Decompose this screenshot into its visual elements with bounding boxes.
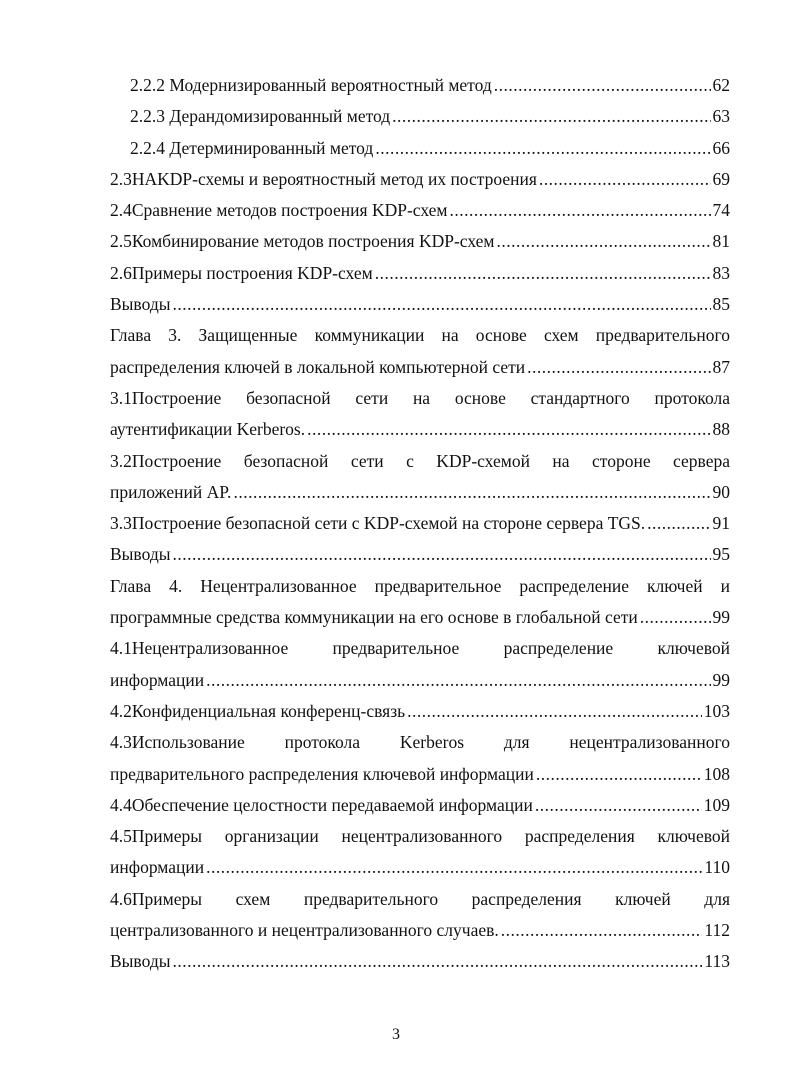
toc-page-number: 66 bbox=[712, 137, 730, 158]
toc-entry-line: Глава 4. Нецентрализованное предварительное распределение ключей и bbox=[110, 575, 730, 596]
toc-entry-label: 4.4Обеспечение целостности передаваемой информации bbox=[110, 794, 533, 815]
toc-entry-label: предварительного распределения ключевой информации bbox=[110, 763, 534, 784]
toc-entry bbox=[110, 226, 730, 257]
toc-page-number: 83 bbox=[712, 262, 730, 283]
toc-leader-dots bbox=[501, 915, 703, 946]
toc-entry-label: 2.5Комбинирование методов построения KDP-схем bbox=[110, 231, 495, 252]
toc-page-number: 108 bbox=[703, 763, 730, 784]
toc-entry bbox=[110, 759, 730, 790]
toc-page-number: 99 bbox=[712, 607, 730, 628]
toc-page-number: 91 bbox=[712, 513, 730, 534]
toc-entry bbox=[110, 508, 730, 539]
toc-entry bbox=[110, 790, 730, 821]
toc-entry bbox=[110, 164, 730, 195]
toc-page-number: 109 bbox=[703, 794, 730, 815]
toc-entry-label: программные средства коммуникации на его основе в глобальной сети bbox=[110, 607, 638, 628]
toc-entry-label: аутентификации Kerberos. bbox=[110, 419, 306, 440]
toc-entry bbox=[110, 70, 730, 101]
toc-page-number: 81 bbox=[712, 231, 730, 252]
toc-entry bbox=[110, 946, 730, 977]
toc-leader-dots bbox=[496, 226, 710, 257]
toc-leader-dots bbox=[307, 414, 710, 445]
toc-page-number: 62 bbox=[712, 75, 730, 95]
toc-entry bbox=[110, 195, 730, 226]
toc-entry-label: 2.6Примеры построения KDP-схем bbox=[110, 262, 373, 283]
toc-leader-dots bbox=[172, 539, 710, 570]
toc-leader-dots bbox=[206, 852, 702, 883]
toc-page-number: 90 bbox=[712, 481, 730, 502]
toc-entry-label: распределения ключей в локальной компьютерной сети bbox=[110, 356, 526, 377]
toc-page-number: 63 bbox=[712, 106, 730, 127]
toc-entry-label: 2.2.3 Дерандомизированный метод bbox=[130, 106, 391, 127]
toc-entry-label: информации bbox=[110, 669, 205, 690]
toc-page-number: 69 bbox=[712, 168, 730, 189]
toc-entry-label: Выводы bbox=[110, 951, 171, 972]
toc-entry bbox=[110, 289, 730, 320]
toc-leader-dots bbox=[392, 101, 710, 132]
toc-leader-dots bbox=[375, 133, 710, 164]
toc-entry bbox=[110, 101, 730, 132]
toc-leader-dots bbox=[172, 289, 710, 320]
toc-entry bbox=[110, 258, 730, 289]
toc-leader-dots bbox=[449, 195, 710, 226]
toc-entry-label: информации bbox=[110, 857, 205, 878]
toc-page-number: 74 bbox=[712, 200, 730, 221]
toc-leader-dots bbox=[233, 477, 710, 508]
toc-entry-label: приложений AP. bbox=[110, 481, 232, 502]
toc-entry bbox=[110, 852, 730, 883]
toc-entry-line: 3.1Построение безопасной сети на основе стандартного протокола bbox=[110, 387, 730, 408]
toc-page-number: 99 bbox=[712, 669, 730, 690]
toc-entry-label: 2.4Сравнение методов построения KDP-схем bbox=[110, 200, 448, 221]
toc-entry-label: 2.2.2 Модернизированный вероятностный метод bbox=[130, 75, 492, 95]
toc-page-number: 103 bbox=[703, 700, 730, 721]
toc-entry-label: 2.3НАKDP-схемы и вероятностный метод их построения bbox=[110, 168, 537, 189]
toc-leader-dots bbox=[527, 352, 710, 383]
toc-entry-line: 3.2Построение безопасной сети с KDP-схемой на стороне сервера bbox=[110, 450, 730, 471]
toc-entry bbox=[110, 696, 730, 727]
toc-entry-label: централизованного и нецентрализованного случаев. bbox=[110, 920, 499, 941]
toc-leader-dots bbox=[172, 946, 702, 977]
toc-entry bbox=[110, 352, 730, 383]
toc-entry-label: Выводы bbox=[110, 294, 171, 315]
toc-entry bbox=[110, 665, 730, 696]
toc-page-number: 110 bbox=[704, 857, 730, 878]
toc-leader-dots bbox=[375, 258, 711, 289]
page-number: 3 bbox=[392, 1026, 400, 1043]
toc-page-number: 112 bbox=[704, 920, 730, 941]
toc-entry-line: Глава 3. Защищенные коммуникации на основе схем предварительного bbox=[110, 325, 730, 346]
toc-entry-label: 2.2.4 Детерминированный метод bbox=[130, 137, 374, 158]
toc-leader-dots bbox=[539, 164, 711, 195]
toc-page-number: 113 bbox=[704, 951, 730, 972]
toc-leader-dots bbox=[407, 696, 702, 727]
toc-leader-dots bbox=[640, 602, 711, 633]
toc-entry bbox=[110, 602, 730, 633]
toc-leader-dots bbox=[647, 508, 710, 539]
toc-page-number: 85 bbox=[712, 294, 730, 315]
toc-entry bbox=[110, 477, 730, 508]
toc-entry-line: 4.5Примеры организации нецентрализованного распределения ключевой bbox=[110, 826, 730, 847]
toc-entry bbox=[110, 414, 730, 445]
toc-entry bbox=[110, 539, 730, 570]
toc-entry-line: 4.6Примеры схем предварительного распределения ключей для bbox=[110, 888, 730, 909]
toc-entry bbox=[110, 915, 730, 946]
toc-entry-line: 4.1Нецентрализованное предварительное распределение ключевой bbox=[110, 638, 730, 659]
toc-entry-label: Выводы bbox=[110, 544, 171, 565]
toc-page-number: 88 bbox=[712, 419, 730, 440]
toc-leader-dots bbox=[536, 759, 702, 790]
toc-entry-label: 4.2Конфиденциальная конференц-связь bbox=[110, 700, 406, 721]
toc-entry-label: 3.3Построение безопасной сети с KDP-схемой на стороне сервера TGS. bbox=[110, 513, 646, 534]
table-of-contents bbox=[110, 70, 730, 978]
toc-page-number: 95 bbox=[712, 544, 730, 565]
toc-entry-line: 4.3Использование протокола Kerberos для нецентрализованного bbox=[110, 732, 730, 753]
toc-leader-dots bbox=[535, 790, 702, 821]
toc-page-number: 87 bbox=[712, 356, 730, 377]
toc-leader-dots bbox=[206, 665, 710, 696]
toc-leader-dots bbox=[494, 70, 711, 101]
toc-entry bbox=[110, 133, 730, 164]
